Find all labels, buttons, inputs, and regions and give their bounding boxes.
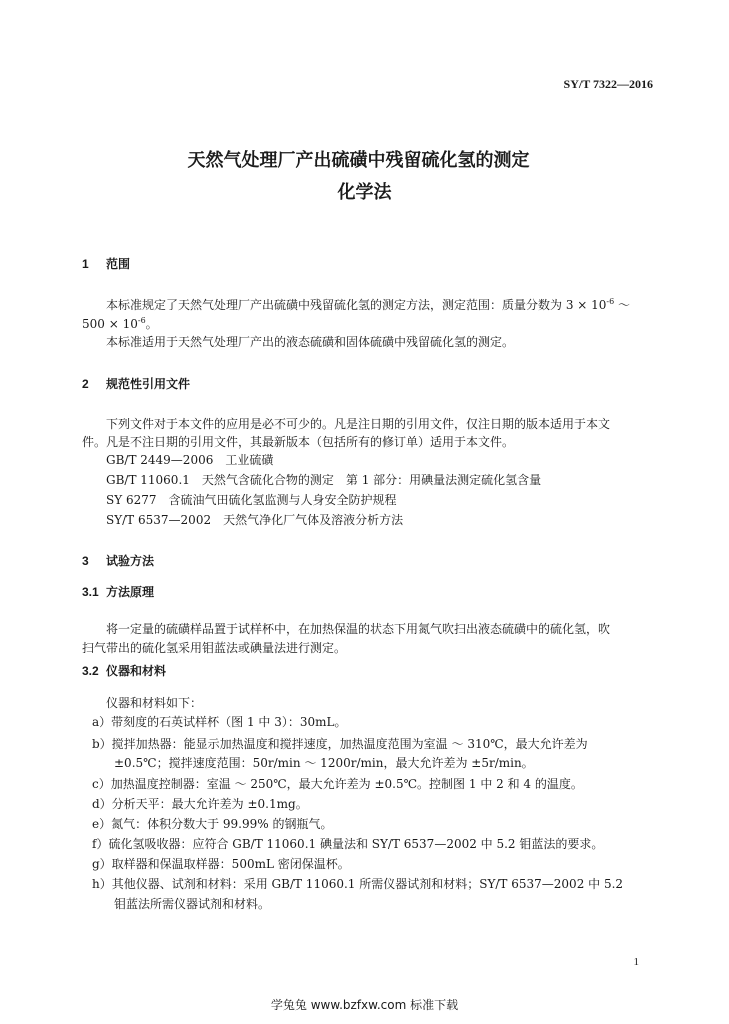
section-number: 2 (82, 377, 89, 391)
list-item: b）搅拌加热器：能显示加热温度和搅拌速度，加热温度范围为室温 ～ 310℃，最大允许差为 (92, 737, 588, 751)
page-number: 1 (633, 956, 639, 968)
list-item-continuation: 钼蓝法所需仪器试剂和材料。 (114, 897, 271, 911)
list-item-continuation: ±0.5℃；搅拌速度范围：50r/min ～ 1200r/min，最大允许差为 ±5r/min。 (114, 756, 534, 770)
section-3-heading (82, 552, 154, 569)
paragraph: 本标准适用于天然气处理厂产出的液态硫磺和固体硫磺中残留硫化氢的测定。 (106, 335, 515, 349)
paragraph-continuation: 扫气带出的硫化氢采用钼蓝法或碘量法进行测定。 (82, 641, 347, 655)
section-1-heading (82, 255, 130, 272)
list-intro: 仪器和材料如下： (106, 696, 203, 710)
list-item: e）氮气：体积分数大于 99.99% 的钢瓶气。 (92, 817, 333, 831)
reference-item: SY 6277 含硫油气田硫化氢监测与人身安全防护规程 (106, 493, 397, 507)
paragraph-continuation: $500 \times 10^{-6}$。 (82, 316, 158, 331)
subsection-number: 3.2 (82, 664, 99, 678)
section-number: 3 (82, 554, 89, 568)
section-title: 范围 (106, 257, 131, 271)
reference-item: GB/T 11060.1 天然气含硫化合物的测定 第 1 部分：用碘量法测定硫化氢含量 (106, 473, 542, 487)
paragraph: 本标准规定了天然气处理厂产出硫磺中残留硫化氢的测定方法，测定范围：质量分数为 $3 \times 10^{-6}$ ～ (106, 297, 631, 312)
footer-watermark: 学兔兔 www.bzfxw.com 标准下载 (270, 998, 459, 1012)
subsection-number: 3.1 (82, 585, 99, 599)
list-item: c）加热温度控制器：室温 ～ 250℃，最大允许差为 ±0.5℃。控制图 1 中 2 和 4 的温度。 (92, 777, 583, 791)
list-item: a）带刻度的石英试样杯（图 1 中 3）：30mL。 (92, 715, 347, 729)
section-title: 试验方法 (106, 554, 155, 568)
section-2-heading (82, 375, 190, 392)
section-number: 1 (82, 257, 89, 271)
paragraph: 将一定量的硫磺样品置于试样杯中，在加热保温的状态下用氮气吹扫出液态硫磺中的硫化氢，吹 (106, 622, 611, 636)
paragraph: 下列文件对于本文件的应用是必不可少的。凡是注日期的引用文件，仅注日期的版本适用于本文 (106, 417, 611, 431)
document-title: 天然气处理厂产出硫磺中残留硫化氢的测定 (187, 150, 530, 171)
subsection-title: 方法原理 (106, 585, 155, 599)
subsection-title: 仪器和材料 (106, 664, 167, 678)
subsection-3-2-heading (82, 662, 166, 679)
reference-item: SY/T 6537—2002 天然气净化厂气体及溶液分析方法 (106, 513, 404, 527)
section-title: 规范性引用文件 (106, 377, 191, 391)
paragraph-continuation: 件。凡是不注日期的引用文件，其最新版本（包括所有的修订单）适用于本文件。 (82, 435, 515, 449)
list-item: f）硫化氢吸收器：应符合 GB/T 11060.1 碘量法和 SY/T 6537—2002 中 5.2 钼蓝法的要求。 (92, 837, 604, 851)
list-item: d）分析天平：最大允许差为 ±0.1mg。 (92, 797, 308, 811)
subsection-3-1-heading (82, 583, 154, 600)
list-item: g）取样器和保温取样器：500mL 密闭保温杯。 (92, 857, 350, 871)
list-item: h）其他仪器、试剂和材料：采用 GB/T 11060.1 所需仪器试剂和材料；SY/T 6537—2002 中 5.2 (92, 877, 624, 891)
document-subtitle: 化学法 (337, 182, 392, 203)
standard-number: SY/T 7322—2016 (563, 77, 653, 91)
reference-item: GB/T 2449—2006 工业硫磺 (106, 453, 274, 467)
